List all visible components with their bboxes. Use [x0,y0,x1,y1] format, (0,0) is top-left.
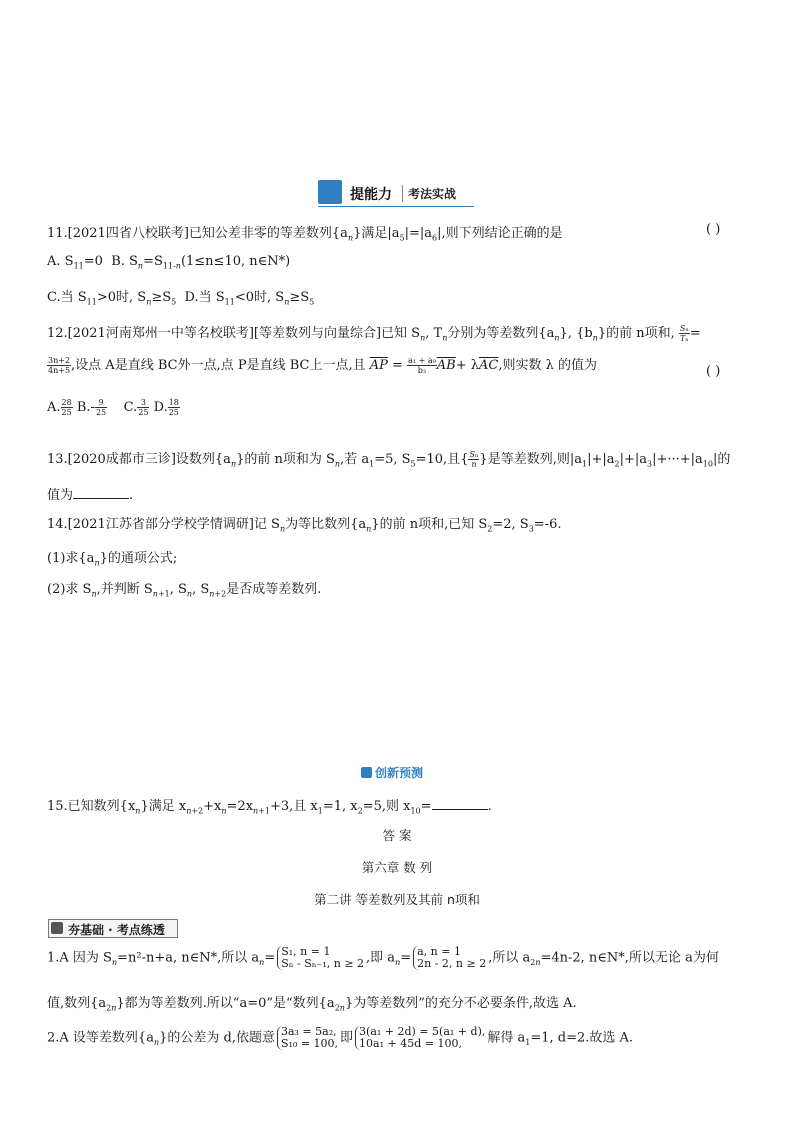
chart-icon [318,180,342,204]
question-11-stem: 11.[2021四省八校联考]已知公差非零的等差数列$\{a_n\}$满足$|a_5|=|a_6|$,则下列结论正确的是 [47,226,563,243]
section-title: 提能力 [350,187,392,203]
question-12-options: A. $\frac{28}{25}$ B.- $\frac{9}{25}$ C. $\frac{3}{25}$ D. $\frac{18}{25}$ [47,398,179,417]
answers-heading: 答 案 [382,828,412,843]
answer-bracket-12: ( ) [706,364,721,379]
basics-banner: 夯基础 · 考点练透 [48,919,178,938]
question-14-part2: (2)求 $S_n$,并判断 $S_{n+1}$, $S_n$, $S_{n+2}$是否成等差数列. [47,582,322,599]
question-14-part1: (1)求$\{a_n\}$的通项公式; [47,551,178,568]
question-11-options-ab: A. $S_{11}=0$ B. $S_n=S_{11-n}(1\le n\le 10$, n∈N*) [47,254,291,271]
innovation-heading: 创新预测 [361,764,423,781]
question-11-options-cd: C.当 $S_{11}>0$时, $S_n\ge S_5$ D.当 $S_{11}<0$时, $S_n\ge S_5$ [47,290,315,307]
section-banner [318,180,474,206]
answer-blank-15[interactable] [432,799,488,810]
question-12-stem: 12.[2021河南郑州一中等名校联考][等差数列与向量综合]已知 $S_n$, $T_n$分别为等差数列$\{a_n\}$, $\{b_n\}$的前 n项和, $\frac{\text{Sₙ}}{\text{Tₙ}}$ = [47,324,701,343]
bulb-icon [51,922,63,934]
chapter-heading: 第六章 数 列 [361,860,433,875]
lecture-heading: 第二讲 等差数列及其前 n项和 [314,892,480,907]
ratio-value-fraction: $\frac{3n+2}{4n+5}$ [48,356,71,375]
answer-1-line1: 1.A 因为 $S_n=n^2-n+a$, n∈N*,所以 $a_n= S_1$, n = 1 Sₙ - Sₙ₋₁, n ≥ 2 ,即 $a_n= a$, n = 1 2n - 2, n ≥ 2 ,所以 $a_{2n}=4n-2$, n∈N*,所以无论 a为何 [47,945,719,970]
answer-2: 2.A 设等差数列$\{a_n\}$的公差为 d,依题意 3a₃ = 5a₂, S₁₀ = 100, 即 3(a₁ + 2d) = 5(a₁ + d), 10a₁ + 45d = 100, 解得 $a_1=1$, d=2.故选 A. [47,1025,634,1050]
section-underline [318,206,474,207]
ratio-fraction: $\frac{\text{Sₙ}}{\text{Tₙ}}$ [679,324,689,343]
question-13-line2: 值为 . [47,488,134,503]
question-12-line2: $\frac{3n+2}{4n+5}$ ,设点 A是直线 BC外一点,点 P是直线 BC上一点,且 $\overline{AP}$ = $\frac{\text{a₁ + a₉}}{\text{b₃}}$ $\overline{AB}+ \lambda\overline{AC}$,则实数 λ 的值为 [48,356,597,375]
question-15: 15.已知数列$\{x_n\}$满足 $x_{n+2}+x_n=2x_{n+1}+3$,且 $x_1=1$, $x_2=5$,则 $x_{10}=$ . [47,799,492,816]
answer-bracket-11: ( ) [706,222,721,237]
answer-blank-13[interactable] [73,488,129,499]
coefficient-fraction: $\frac{\text{a₁ + a₉}}{\text{b₃}}$ [408,356,436,375]
answer-1-line2: 值,数列$\{a_{2n}\}$都为等差数列.所以“a=0”是“数列$\{a_{2n}\}$为等差数列”的充分不必要条件,故选 A. [47,996,577,1013]
section-subtitle: 考法实战 [402,185,456,202]
question-14-stem: 14.[2021江苏省部分学校学情调研]记 $S_n$为等比数列$\{a_n\}$的前 n项和,已知 $S_2=2$, $S_3=-6$. [47,517,562,534]
question-13-line1: 13.[2020成都市三诊]设数列$\{a_n\}$的前 n项和为 $S_n$,若 $a_1=5$, $S_5=10$,且{ $\frac{\text{Sₙ}}{n}$ }是等差数列,则$|a_1|+|a_2|+|a_3|+\cdot\cdot\cdot+|a_{10}|$的 [47,450,731,469]
pencil-icon [361,767,372,778]
